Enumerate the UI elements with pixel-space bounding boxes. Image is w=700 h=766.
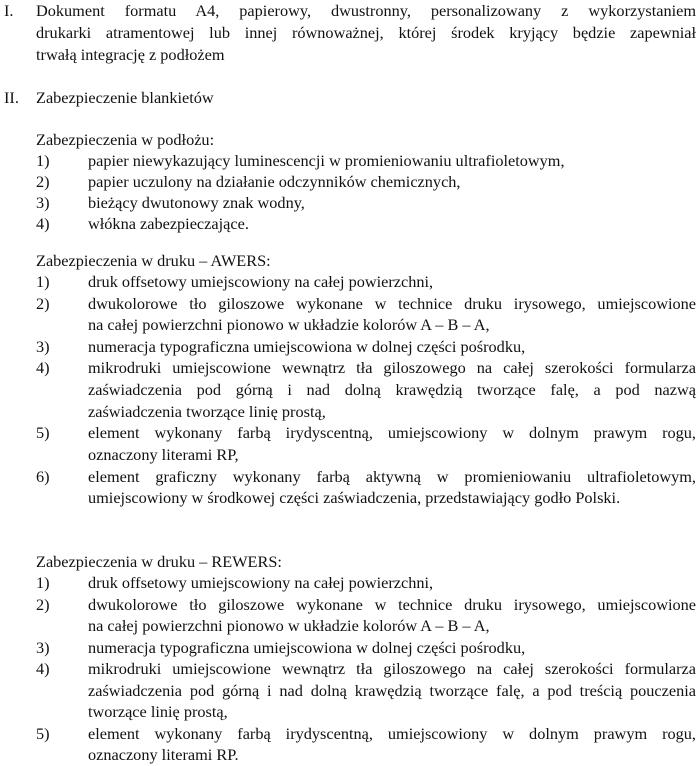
section-2-title: Zabezpieczenie blankietów [36,88,214,107]
list-item-number: 5) [36,724,50,743]
list-item-text: włókna zabezpieczające. [88,214,249,233]
list-item-number: 4) [36,659,50,678]
list-item-text: oznaczony literami RP. [88,745,239,764]
list-item-number: 4) [36,214,50,233]
section-2-numeral: II. [4,88,19,107]
list-item-text: element wykonany farbą irydyscentną, umiejscowiony w dolnym prawym rogu, [88,724,696,743]
list-item-text: zaświadczenia pod górną i nad dolną krawędzią tworzące falę, a pod nazwą [88,380,696,399]
list-item-text: papier niewykazujący luminescencji w promieniowaniu ultrafioletowym, [88,151,565,170]
list-item-text: na całej powierzchni pionowo w układzie kolorów A – B – A, [88,616,490,635]
section-1-text-line-1: Dokument formatu A4, papierowy, dwustronny, personalizowany z wykorzystaniem [36,1,696,20]
list-item-number: 3) [36,337,50,356]
list-item-text: numeracja typograficzna umiejscowiona w dolnej części pośrodku, [88,337,526,356]
awers-heading: Zabezpieczenia w druku – AWERS: [36,251,271,270]
list-item-text: druk offsetowy umiejscowiony na całej powierzchni, [88,573,434,592]
list-item-number: 2) [36,172,50,191]
substrate-heading: Zabezpieczenia w podłożu: [36,130,215,149]
list-item-text: na całej powierzchni pionowo w układzie kolorów A – B – A, [88,315,490,334]
rewers-heading: Zabezpieczenia w druku – REWERS: [36,552,282,571]
list-item-text: dwukolorowe tło giloszowe wykonane w technice druku irysowego, umiejscowione [88,595,696,614]
list-item-number: 2) [36,294,50,313]
list-item-text: mikrodruki umiejscowione wewnątrz tła giloszowego na całej szerokości formularza [88,358,696,377]
list-item-text: zaświadczenia tworzące linię prostą, [88,402,326,421]
list-item-number: 3) [36,193,50,212]
list-item-text: element wykonany farbą irydyscentną, umiejscowiony w dolnym prawym rogu, [88,423,696,442]
list-item-number: 4) [36,358,50,377]
list-item-text: oznaczony literami RP, [88,445,239,464]
list-item-text: druk offsetowy umiejscowiony na całej powierzchni, [88,272,434,291]
list-item-number: 5) [36,423,50,442]
list-item-number: 1) [36,573,50,592]
list-item-text: element graficzny wykonany farbą aktywną w promieniowaniu ultrafioletowym, [88,467,696,486]
list-item-text: dwukolorowe tło giloszowe wykonane w technice druku irysowego, umiejscowione [88,294,696,313]
list-item-text: umiejscowiony w środkowej części zaświadczenia, przedstawiający godło Polski. [88,488,621,507]
list-item-text: tworzące linię prostą, [88,702,228,721]
list-item-text: numeracja typograficzna umiejscowiona w dolnej części pośrodku, [88,638,526,657]
section-1-text-line-3: trwałą integrację z podłożem [36,45,225,64]
list-item-number: 6) [36,467,50,486]
list-item-number: 2) [36,595,50,614]
list-item-text: mikrodruki umiejscowione wewnątrz tła giloszowego na całej szerokości formularza [88,659,696,678]
list-item-text: bieżący dwutonowy znak wodny, [88,193,305,212]
list-item-number: 1) [36,272,50,291]
list-item-number: 3) [36,638,50,657]
section-1-numeral: I. [4,1,14,20]
list-item-text: zaświadczenia pod górną i nad dolną krawędzią tworzące falę, a pod treścią pouczenia [88,681,696,700]
list-item-text: papier uczulony na działanie odczynników chemicznych, [88,172,461,191]
section-1-text-line-2: drukarki atramentowej lub innej równoważnej, której środek kryjący będzie zapewniał [36,23,696,42]
list-item-number: 1) [36,151,50,170]
